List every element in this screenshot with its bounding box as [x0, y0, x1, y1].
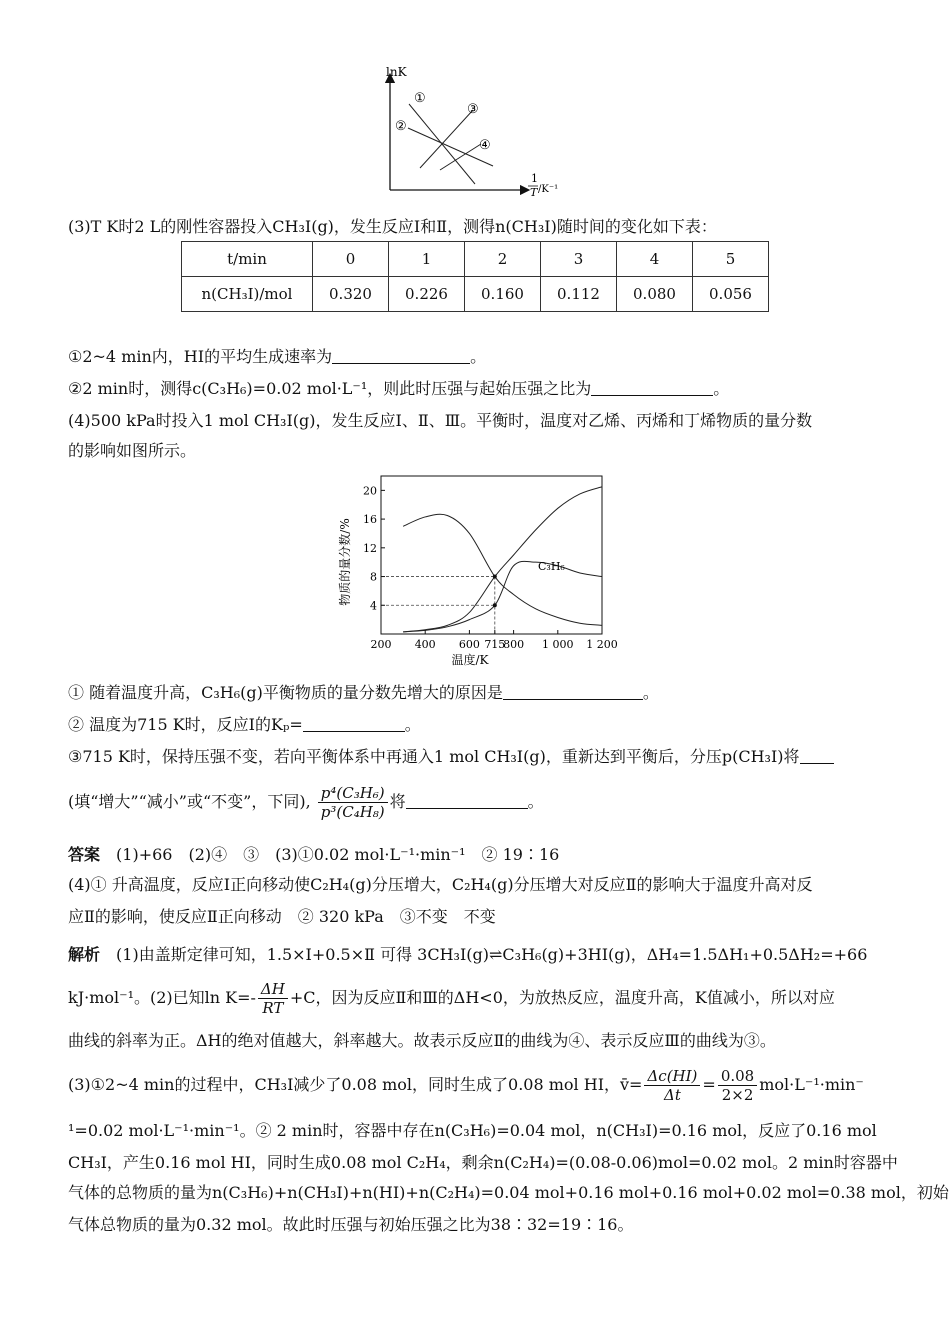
table-cell: 0.226: [389, 277, 465, 312]
q4-line1: (4)500 kPa时投入1 mol CH₃I(g)，发生反应Ⅰ、Ⅱ、Ⅲ。平衡时，温度对乙烯、丙烯和丁烯物质的量分数: [68, 411, 813, 430]
analysis-line5: ¹=0.02 mol·L⁻¹·min⁻¹。② 2 min时，容器中存在n(C₃H₆)=0.04 mol，n(CH₃I)=0.16 mol，反应了0.16 mol: [68, 1121, 877, 1140]
y-tick-label: 4: [370, 599, 377, 613]
table-cell: 0.320: [313, 277, 389, 312]
chart-y-label: 物质的量分数/%: [338, 518, 352, 606]
analysis-line8: 气体总物质的量为0.32 mol。故此时压强与初始压强之比为38∶32=19∶16。: [68, 1215, 634, 1234]
chart-x-label: 温度/K: [451, 653, 489, 667]
answer-blank[interactable]: [332, 347, 470, 364]
answer-line2: (4)① 升高温度，反应Ⅰ正向移动使C₂H₄(g)分压增大，C₂H₄(g)分压增大对反应Ⅱ的影响大于温度升高对反: [68, 875, 813, 894]
analysis-line6: CH₃I，产生0.16 mol HI，同时生成0.08 mol C₂H₄，剩余n(C₂H₄)=(0.08-0.06)mol=0.02 mol。2 min时容器中: [68, 1153, 898, 1172]
table-row: [182, 277, 769, 312]
q3-intro: (3)T K时2 L的刚性容器投入CH₃I(g)，发生反应Ⅰ和Ⅱ，测得n(CH₃I)随时间的变化如下表：: [68, 217, 717, 236]
pressure-ratio-fraction: $\frac{\text{p⁴(C₃H₆)}}{\text{p³(C₄H₈)}}$: [318, 784, 388, 821]
analysis-line4: (3)①2~4 min的过程中，CH₃I减少了0.08 mol，同时生成了0.08 mol HI，v̄= $\frac{\Delta c(HI)}{\Delta t}$ = $\frac{0.08}{2\times 2}$ mol·L⁻¹·min⁻: [68, 1067, 864, 1104]
table-cell: 0.112: [541, 277, 617, 312]
lnk-fraction: $\frac{\Delta H}{RT}$: [258, 980, 288, 1017]
answer-blank[interactable]: [406, 792, 528, 809]
table-head-t: t/min: [182, 242, 313, 277]
lnk-x-label-num: 1: [531, 172, 538, 185]
intersection-point: [493, 575, 497, 579]
table-cell: 0.160: [465, 277, 541, 312]
lnk-label-4: ④: [479, 138, 491, 153]
q4-3: ③715 K时，保持压强不变，若向平衡体系中再通入1 mol CH₃I(g)，重新达到平衡后，分压p(CH₃I)将: [68, 746, 888, 768]
lnk-x-label-unit: /K⁻¹: [538, 184, 559, 195]
q3-1: ①2~4 min内，HI的平均生成速率为 。: [68, 347, 487, 366]
answer-blank[interactable]: [800, 747, 834, 764]
y-tick-label: 20: [363, 484, 377, 498]
y-tick-label: 16: [363, 513, 377, 527]
table-cell: 3: [541, 242, 617, 277]
table-cell: 0: [313, 242, 389, 277]
analysis-label: 解析: [68, 945, 101, 964]
answer-line1: 答案 (1)+66 (2)④ ③ (3)①0.02 mol·L⁻¹·min⁻¹ ② 19∶16: [68, 845, 560, 864]
q4-2: ② 温度为715 K时，反应Ⅰ的Kₚ= 。: [68, 715, 421, 734]
answer-label: 答案: [68, 845, 101, 864]
table-cell: 2: [465, 242, 541, 277]
y-tick-label: 12: [363, 541, 377, 555]
lnk-y-label: lnK: [386, 65, 407, 79]
chart-annotation: C₃H₆: [538, 560, 565, 573]
table-cell: 4: [617, 242, 693, 277]
series-line-1: [403, 514, 602, 625]
answer-blank[interactable]: [503, 683, 643, 700]
value-fraction: $\frac{0.08}{2\times 2}$: [718, 1067, 757, 1104]
table-head-n: n(CH₃I)/mol: [182, 277, 313, 312]
x-tick-label: 200: [370, 638, 392, 651]
lnk-figure: [380, 62, 570, 204]
analysis-line2: kJ·mol⁻¹。(2)已知ln K=- $\frac{\Delta H}{RT}$ +C，因为反应Ⅱ和Ⅲ的ΔH<0，为放热反应，温度升高，K值减小，所以对应: [68, 980, 835, 1017]
x-tick-label: 400: [414, 638, 436, 651]
analysis-line3: 曲线的斜率为正。ΔH的绝对值越大，斜率越大。故表示反应Ⅱ的曲线为④、表示反应Ⅲ的曲线为③。: [68, 1031, 776, 1050]
x-tick-label: 1 200: [586, 638, 618, 651]
data-table: [181, 241, 769, 312]
rate-fraction: $\frac{\Delta c(HI)}{\Delta t}$: [644, 1067, 700, 1104]
table-cell: 0.080: [617, 277, 693, 312]
q3-2: ②2 min时，测得c(C₃H₆)=0.02 mol·L⁻¹，则此时压强与起始压强之比为 。: [68, 379, 730, 398]
answer-blank[interactable]: [591, 379, 713, 396]
lnk-x-label-den: T: [530, 186, 538, 199]
x-tick-label: 600: [458, 638, 480, 651]
analysis-line7: 气体的总物质的量为n(C₃H₆)+n(CH₃I)+n(HI)+n(C₂H₄)=0.04 mol+0.16 mol+0.16 mol+0.02 mol=0.38 mol，初始: [68, 1183, 949, 1202]
series-line-2: [403, 487, 602, 632]
x-tick-label: 1 000: [542, 638, 574, 651]
lnk-label-1: ①: [414, 91, 426, 106]
intersection-point: [493, 603, 497, 607]
x-tick-label: 800: [503, 638, 525, 651]
lnk-label-3: ③: [467, 102, 479, 117]
table-cell: 5: [693, 242, 769, 277]
answer-line3: 应Ⅱ的影响，使反应Ⅱ正向移动 ② 320 kPa ③不变 不变: [68, 907, 496, 926]
table-cell: 1: [389, 242, 465, 277]
q4-line2: 的影响如图所示。: [68, 441, 197, 460]
q4-3b: (填“增大”“减小”或“不变”，下同), $\frac{\text{p⁴(C₃H₆)}}{\text{p³(C₄H₈)}}$ 将 。: [68, 784, 544, 821]
answer-blank[interactable]: [303, 715, 405, 732]
table-row: [182, 242, 769, 277]
temperature-chart: [335, 470, 625, 672]
q4-1: ① 随着温度升高，C₃H₆(g)平衡物质的量分数先增大的原因是 。: [68, 683, 659, 702]
lnk-line-3: [420, 110, 473, 168]
x-tick-label: 715: [484, 638, 506, 651]
analysis-line1: 解析 (1)由盖斯定律可知，1.5×Ⅰ+0.5×Ⅱ 可得 3CH₃I(g)⇌C₃H₆(g)+3HI(g)，ΔH₄=1.5ΔH₁+0.5ΔH₂=+66: [68, 945, 868, 964]
table-cell: 0.056: [693, 277, 769, 312]
lnk-label-2: ②: [395, 119, 407, 134]
y-tick-label: 8: [370, 570, 377, 584]
